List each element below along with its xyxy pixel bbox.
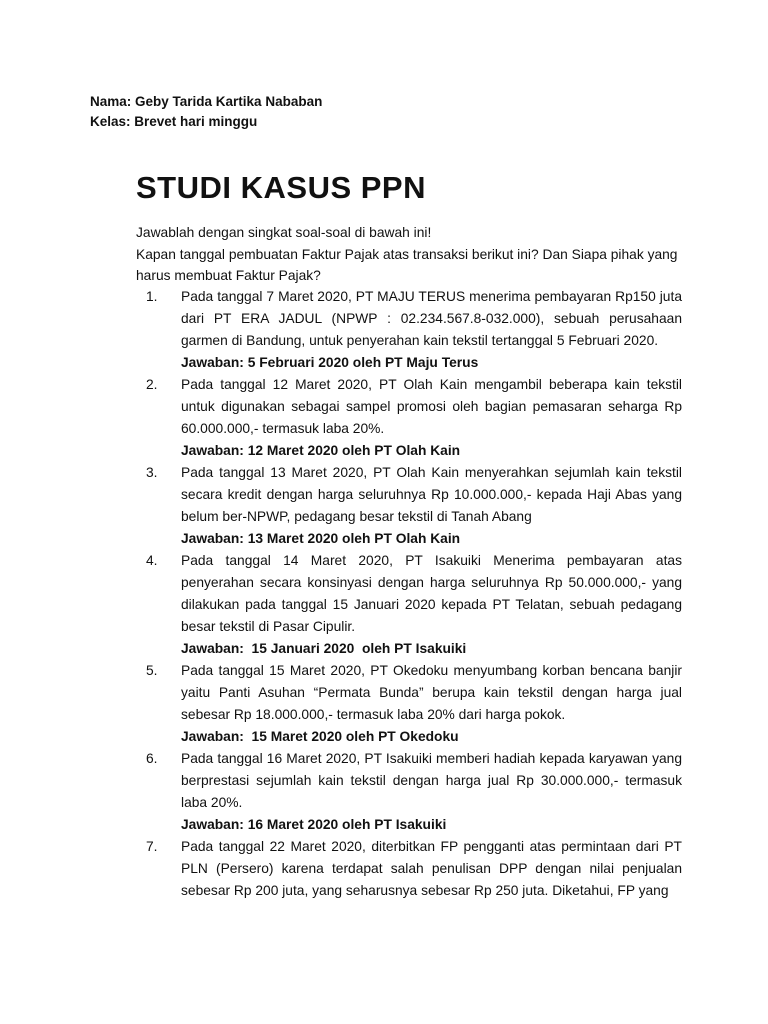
question-number: 2. bbox=[146, 377, 158, 392]
question-number: 7. bbox=[146, 839, 158, 854]
question-answer: Jawaban: 5 Februari 2020 oleh PT Maju Terus bbox=[181, 355, 479, 370]
instructions bbox=[136, 222, 682, 287]
student-name: Nama: Geby Tarida Kartika Nababan bbox=[90, 94, 323, 109]
question-item bbox=[136, 748, 682, 836]
question-item bbox=[136, 286, 682, 374]
question-text: Pada tanggal 22 Maret 2020, diterbitkan FP pengganti atas permintaan dari PT PLN (Persero) karena terdapat salah penulisan DPP dengan nilai penjualan sebesar Rp 200 juta, yang seharusnya sebesar Rp 250 juta. Diketahui, FP yang bbox=[181, 839, 682, 898]
question-answer: Jawaban: 13 Maret 2020 oleh PT Olah Kain bbox=[181, 531, 461, 546]
question-list bbox=[136, 286, 682, 902]
question-number: 4. bbox=[146, 553, 158, 568]
question-number: 5. bbox=[146, 663, 158, 678]
student-class: Kelas: Brevet hari minggu bbox=[90, 114, 258, 129]
question-text: Pada tanggal 15 Maret 2020, PT Okedoku menyumbang korban bencana banjir yaitu Panti Asuhan “Permata Bunda” berupa kain tekstil dengan harga jual sebesar Rp 18.000.000,- termasuk laba 20% dari harga pokok. bbox=[181, 663, 682, 722]
instruction-line-1: Jawablah dengan singkat soal-soal di bawah ini! bbox=[136, 225, 432, 240]
question-text: Pada tanggal 12 Maret 2020, PT Olah Kain mengambil beberapa kain tekstil untuk digunakan sebagai sampel promosi oleh bagian pemasaran seharga Rp 60.000.000,- termasuk laba 20%. bbox=[181, 377, 682, 436]
question-text: Pada tanggal 13 Maret 2020, PT Olah Kain menyerahkan sejumlah kain tekstil secara kredit dengan harga seluruhnya Rp 10.000.000,- kepada Haji Abas yang belum ber-NPWP, pedagang besar tekstil di Tanah Abang bbox=[181, 465, 682, 524]
question-item bbox=[136, 374, 682, 462]
question-item bbox=[136, 660, 682, 748]
page-title: STUDI KASUS PPN bbox=[136, 170, 426, 205]
question-number: 6. bbox=[146, 751, 158, 766]
question-text: Pada tanggal 14 Maret 2020, PT Isakuiki Menerima pembayaran atas penyerahan secara konsinyasi dengan harga seluruhnya Rp 50.000.000,- yang dilakukan pada tanggal 15 Januari 2020 kepada PT Telatan, sebuah pedagang besar tekstil di Pasar Cipulir. bbox=[181, 553, 682, 634]
question-item bbox=[136, 462, 682, 550]
question-number: 1. bbox=[146, 289, 158, 304]
question-number: 3. bbox=[146, 465, 158, 480]
question-answer: Jawaban: 15 Maret 2020 oleh PT Okedoku bbox=[181, 729, 459, 744]
question-answer: Jawaban: 15 Januari 2020 oleh PT Isakuiki bbox=[181, 641, 467, 656]
question-text: Pada tanggal 7 Maret 2020, PT MAJU TERUS menerima pembayaran Rp150 juta dari PT ERA JADUL (NPWP : 02.234.567.8-032.000), sebuah perusahaan garmen di Bandung, untuk penyerahan kain tekstil tertanggal 5 Februari 2020. bbox=[181, 289, 682, 348]
student-info bbox=[90, 92, 322, 132]
question-item bbox=[136, 836, 682, 902]
question-item bbox=[136, 550, 682, 660]
question-text: Pada tanggal 16 Maret 2020, PT Isakuiki memberi hadiah kepada karyawan yang berprestasi sejumlah kain tekstil dengan harga jual Rp 30.000.000,- termasuk laba 20%. bbox=[181, 751, 682, 810]
question-answer: Jawaban: 12 Maret 2020 oleh PT Olah Kain bbox=[181, 443, 461, 458]
question-answer: Jawaban: 16 Maret 2020 oleh PT Isakuiki bbox=[181, 817, 447, 832]
instruction-line-2: Kapan tanggal pembuatan Faktur Pajak atas transaksi berikut ini? Dan Siapa pihak yang harus membuat Faktur Pajak? bbox=[136, 246, 678, 283]
